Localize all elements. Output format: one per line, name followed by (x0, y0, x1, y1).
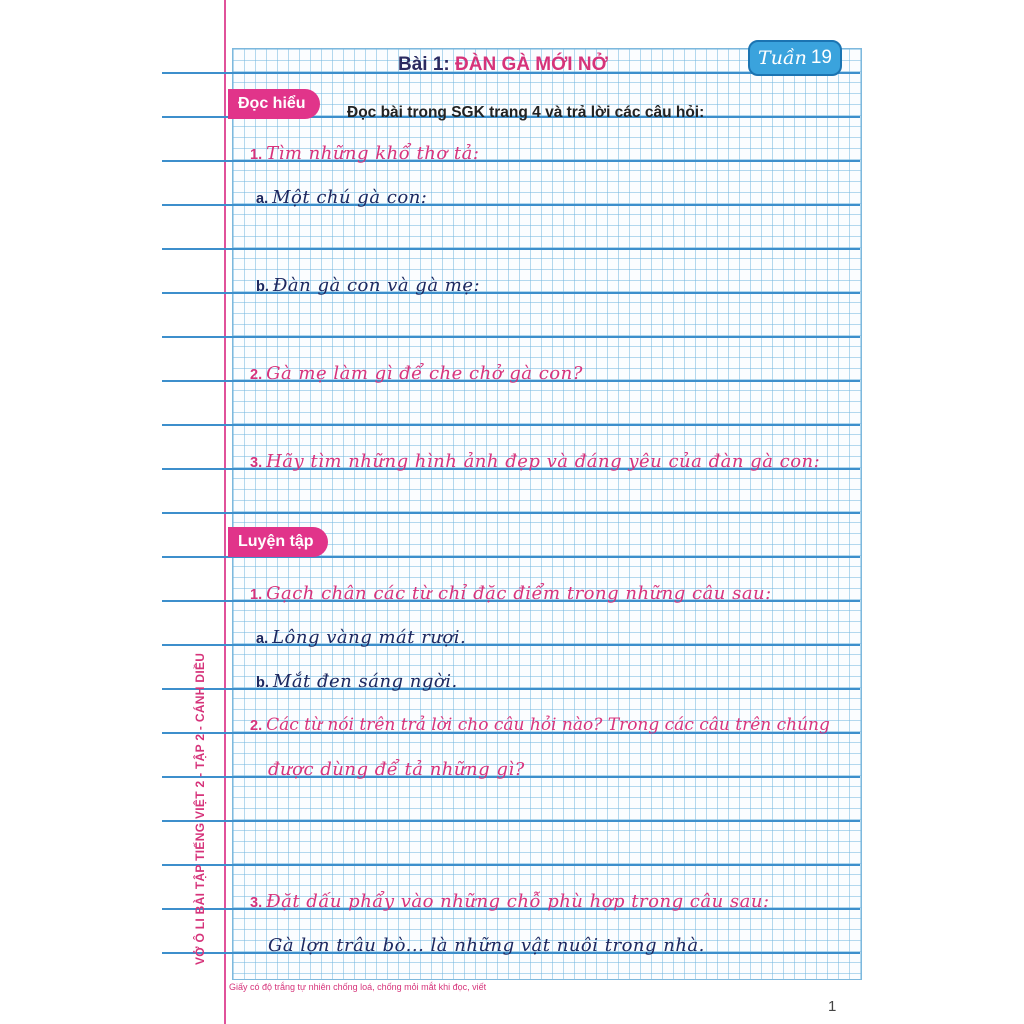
question-text: Tìm những khổ thơ tả: (266, 143, 480, 164)
question-marker: a. (256, 191, 269, 207)
question-marker: 1. (250, 147, 263, 163)
question-text: Đặt dấu phẩy vào những chỗ phù hợp trong câu sau: (266, 891, 770, 912)
practice-question-1a (256, 627, 466, 648)
question-text: Lông vàng mát rượi. (272, 627, 467, 648)
question-text: Mắt đen sáng ngời. (272, 671, 458, 692)
reading-question-1a (256, 187, 427, 208)
ruling-line (162, 820, 860, 822)
practice-sentence (268, 935, 705, 956)
page-number: 1 (828, 998, 837, 1015)
week-label: Tuần (758, 47, 807, 69)
ruling-line (162, 424, 860, 426)
sentence-text: Gà lợn trâu bò... là những vật nuôi trong nhà. (268, 935, 705, 956)
question-text: Hãy tìm những hình ảnh đẹp và đáng yêu của đàn gà con: (266, 451, 821, 472)
question-marker: 2. (250, 367, 263, 383)
question-text: Một chú gà con: (272, 187, 428, 208)
week-badge (748, 40, 842, 76)
lesson-title (398, 54, 608, 76)
practice-question-2-cont (268, 759, 525, 780)
question-marker: a. (256, 631, 269, 647)
question-text: Gạch chân các từ chỉ đặc điểm trong những câu sau: (266, 583, 772, 604)
practice-question-1b (256, 671, 458, 692)
ruling-line (162, 864, 860, 866)
practice-question-3 (250, 891, 770, 912)
question-marker: 3. (250, 455, 263, 471)
section-practice-header: Luyện tập (228, 527, 328, 557)
question-marker: b. (256, 675, 269, 691)
reading-question-1 (250, 143, 479, 164)
question-text: Đàn gà con và gà mẹ: (272, 275, 481, 296)
practice-question-2 (250, 715, 830, 735)
ruling-line (162, 512, 860, 514)
week-number: 19 (810, 47, 832, 68)
ruling-line (162, 248, 860, 250)
question-text: Gà mẹ làm gì để che chở gà con? (266, 363, 583, 384)
side-book-title: VỞ Ô LI BÀI TẬP TIẾNG VIỆT 2 - TẬP 2 - CÁNH DIỀU (193, 652, 207, 965)
question-text: Các từ nói trên trả lời cho câu hỏi nào? Trong các câu trên chúng (266, 715, 830, 735)
reading-question-2 (250, 363, 583, 384)
practice-question-1 (250, 583, 772, 604)
reading-instruction: Đọc bài trong SGK trang 4 và trả lời các câu hỏi: (347, 104, 705, 121)
lesson-name: ĐÀN GÀ MỚI NỞ (455, 54, 608, 75)
question-marker: 2. (250, 718, 263, 734)
reading-question-1b (256, 275, 480, 296)
paper-footer-note: Giấy có độ trắng tự nhiên chống loá, chống mỏi mắt khi đọc, viết (229, 982, 487, 992)
ruling-line (162, 336, 860, 338)
question-marker: 3. (250, 895, 263, 911)
lesson-number: Bài 1: (398, 54, 450, 75)
question-marker: 1. (250, 587, 263, 603)
reading-question-3 (250, 451, 820, 472)
question-marker: b. (256, 279, 269, 295)
question-text: được dùng để tả những gì? (268, 759, 525, 780)
section-reading-header: Đọc hiểu (228, 89, 320, 119)
